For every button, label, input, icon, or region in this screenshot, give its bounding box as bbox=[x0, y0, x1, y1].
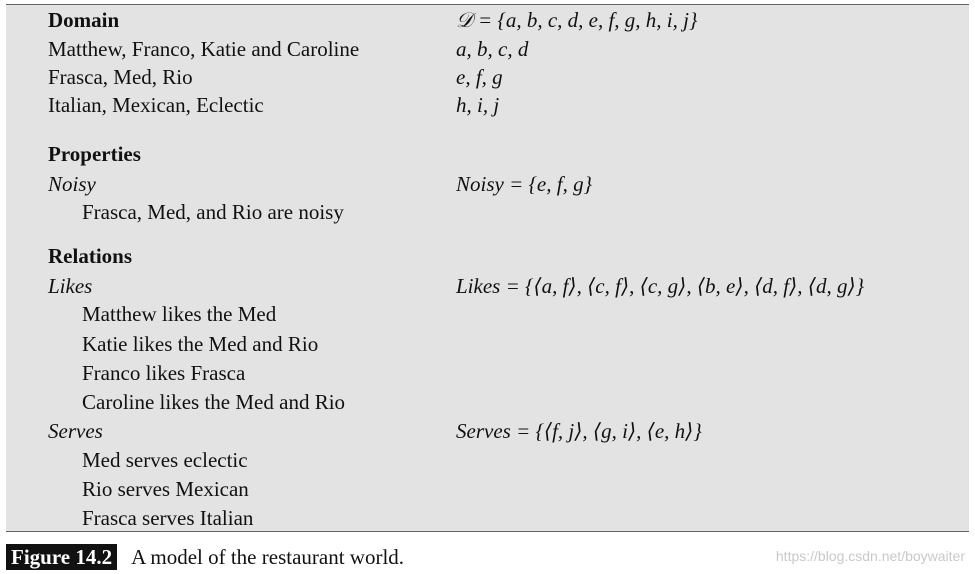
figure-caption bbox=[6, 543, 404, 571]
model-table bbox=[6, 4, 969, 532]
serves-item bbox=[6, 446, 969, 474]
serves-item bbox=[6, 475, 969, 503]
properties-heading: Properties bbox=[48, 142, 141, 166]
serves-item-text: Rio serves Mexican bbox=[82, 477, 249, 501]
noisy-formula-name: Noisy bbox=[456, 172, 504, 196]
likes-item-text: Caroline likes the Med and Rio bbox=[82, 390, 346, 414]
domain-row bbox=[6, 35, 969, 63]
likes-formula-name: Likes bbox=[456, 274, 501, 298]
domain-row-value: e, f, g bbox=[456, 65, 503, 89]
watermark: https://blog.csdn.net/boywaiter bbox=[775, 548, 965, 564]
noisy-row bbox=[6, 170, 969, 198]
domain-formula: 𝒟 = {a, b, c, d, e, f, g, h, i, j} bbox=[456, 8, 698, 32]
noisy-description: Frasca, Med, and Rio are noisy bbox=[82, 200, 344, 224]
noisy-formula-set: = {e, f, g} bbox=[503, 172, 592, 196]
likes-item-text: Franco likes Frasca bbox=[82, 361, 246, 385]
domain-row-label: Italian, Mexican, Eclectic bbox=[48, 93, 264, 117]
domain-header-row bbox=[6, 6, 969, 34]
likes-name: Likes bbox=[48, 274, 93, 298]
domain-row-value: h, i, j bbox=[456, 93, 500, 117]
likes-item bbox=[6, 300, 969, 328]
likes-item bbox=[6, 359, 969, 387]
likes-formula-set: = {⟨a, f⟩, ⟨c, f⟩, ⟨c, g⟩, ⟨b, e⟩, ⟨d, f⟩, ⟨d, g⟩} bbox=[500, 274, 865, 298]
domain-heading: Domain bbox=[48, 8, 120, 32]
likes-item bbox=[6, 330, 969, 358]
likes-formula bbox=[456, 272, 864, 300]
likes-item bbox=[6, 388, 969, 416]
serves-name: Serves bbox=[48, 419, 103, 443]
likes-row bbox=[6, 272, 969, 300]
properties-header-row bbox=[6, 140, 969, 168]
domain-row bbox=[6, 91, 969, 119]
likes-item-text: Katie likes the Med and Rio bbox=[82, 332, 319, 356]
domain-row-value: a, b, c, d bbox=[456, 37, 529, 61]
serves-formula-name: Serves bbox=[456, 419, 511, 443]
noisy-description-row bbox=[6, 198, 969, 226]
serves-item bbox=[6, 504, 969, 532]
figure-label: Figure 14.2 bbox=[6, 544, 117, 570]
domain-row-label: Matthew, Franco, Katie and Caroline bbox=[48, 37, 360, 61]
domain-row bbox=[6, 63, 969, 91]
likes-item-text: Matthew likes the Med bbox=[82, 302, 277, 326]
relations-header-row bbox=[6, 242, 969, 270]
serves-formula bbox=[456, 417, 702, 445]
serves-item-text: Frasca serves Italian bbox=[82, 506, 254, 530]
serves-item-text: Med serves eclectic bbox=[82, 448, 248, 472]
figure-caption-text: A model of the restaurant world. bbox=[131, 545, 405, 569]
noisy-formula bbox=[456, 170, 592, 198]
domain-row-label: Frasca, Med, Rio bbox=[48, 65, 193, 89]
relations-heading: Relations bbox=[48, 244, 132, 268]
noisy-name: Noisy bbox=[48, 172, 96, 196]
serves-formula-set: = {⟨f, j⟩, ⟨g, i⟩, ⟨e, h⟩} bbox=[510, 419, 702, 443]
serves-row bbox=[6, 417, 969, 445]
